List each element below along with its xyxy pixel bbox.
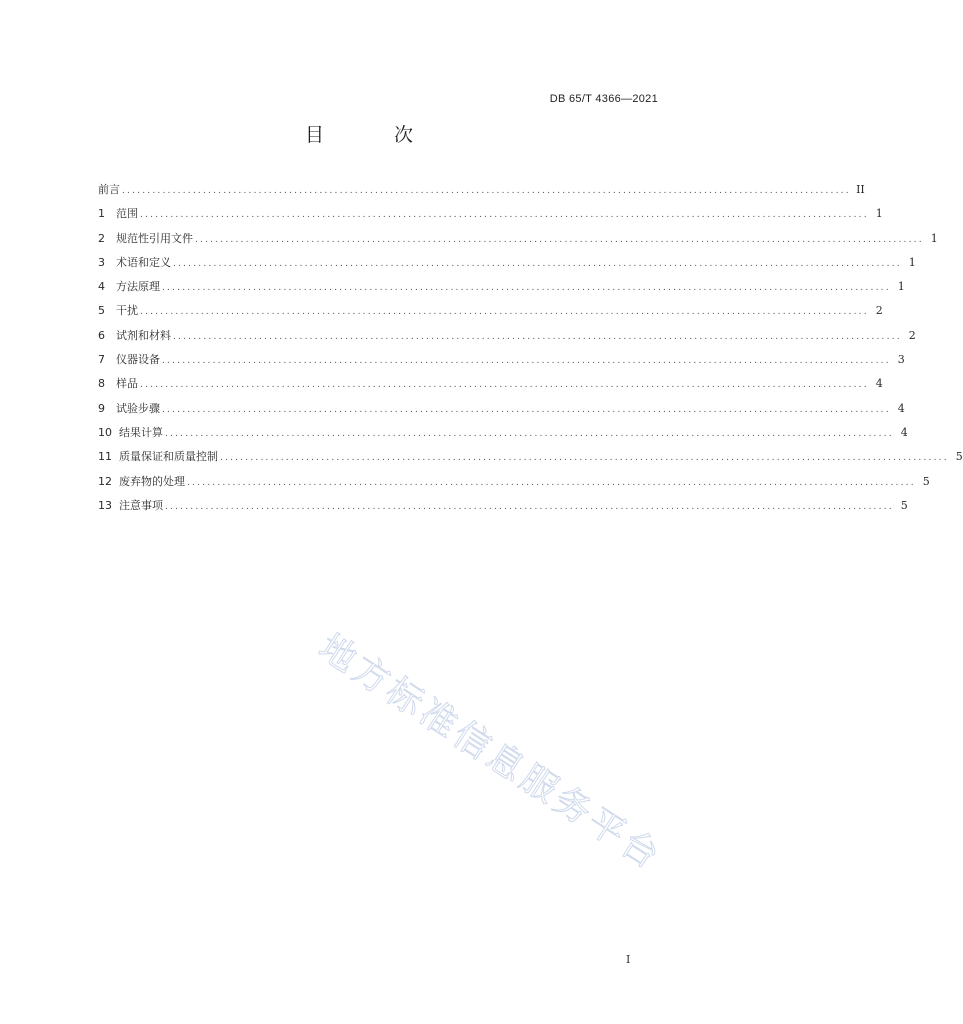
toc-item-page: 5 xyxy=(955,450,963,464)
toc-item-number: 3 xyxy=(98,255,105,269)
toc-leader-dots: ................................................................................................................................................ xyxy=(162,356,891,367)
page-title: 目 次 xyxy=(304,124,446,146)
toc-item-number: 7 xyxy=(98,353,105,367)
toc-item-number: 6 xyxy=(98,328,105,342)
toc-item-label: 范围 xyxy=(116,207,138,221)
toc-item-label: 术语和定义 xyxy=(116,255,171,269)
toc-item-12[interactable] xyxy=(98,470,930,494)
toc-item-number: 8 xyxy=(98,377,105,391)
toc-leader-dots: ................................................................................................................................................ xyxy=(162,404,891,415)
toc-item-number: 12 xyxy=(98,474,112,488)
toc-item-label: 前言 xyxy=(98,183,120,196)
toc-item-page: 5 xyxy=(922,474,930,488)
toc-leader-dots: ................................................................................................................................................ xyxy=(140,380,869,391)
toc-item-page: 1 xyxy=(930,231,938,245)
toc-item-number: 5 xyxy=(98,304,105,318)
toc-item-label: 试验步骤 xyxy=(116,401,160,415)
toc-item-foreword[interactable] xyxy=(98,178,865,202)
toc-item-1[interactable] xyxy=(98,202,883,226)
toc-item-label: 废弃物的处理 xyxy=(119,474,185,488)
toc-item-number: 4 xyxy=(98,280,105,294)
toc-item-label: 仪器设备 xyxy=(116,353,160,367)
toc-item-page: 4 xyxy=(897,401,905,415)
toc-leader-dots: ................................................................................................................................................ xyxy=(195,234,924,245)
toc-item-11[interactable] xyxy=(98,445,963,469)
page-number: I xyxy=(626,953,631,966)
toc-item-page: 2 xyxy=(875,304,883,318)
toc-item-3[interactable] xyxy=(98,251,916,275)
toc-item-number: 13 xyxy=(98,498,112,512)
toc-item-label: 质量保证和质量控制 xyxy=(119,450,218,464)
toc-item-8[interactable] xyxy=(98,372,883,396)
toc-item-number: 2 xyxy=(98,231,105,245)
table-of-contents xyxy=(98,178,963,518)
toc-item-number: 10 xyxy=(98,425,112,439)
toc-leader-dots: ................................................................................................................................................ xyxy=(162,283,891,294)
toc-item-number: 1 xyxy=(98,207,105,221)
toc-item-13[interactable] xyxy=(98,494,908,518)
toc-item-page: 2 xyxy=(908,328,916,342)
toc-item-label: 试剂和材料 xyxy=(116,328,171,342)
toc-item-page: 3 xyxy=(897,353,905,367)
toc-item-page: 5 xyxy=(900,498,908,512)
toc-item-10[interactable] xyxy=(98,421,908,445)
toc-leader-dots: ................................................................................................................................................ xyxy=(187,477,916,488)
toc-item-page: 4 xyxy=(900,425,908,439)
toc-item-page: II xyxy=(856,183,865,196)
toc-leader-dots: ................................................................................................................................................ xyxy=(165,501,894,512)
toc-item-5[interactable] xyxy=(98,299,883,323)
toc-item-label: 注意事项 xyxy=(119,498,163,512)
toc-leader-dots: ................................................................................................................................................ xyxy=(220,453,949,464)
toc-item-2[interactable] xyxy=(98,227,938,251)
toc-leader-dots: ................................................................................................................................................ xyxy=(140,307,869,318)
toc-item-page: 1 xyxy=(908,255,916,269)
toc-item-6[interactable] xyxy=(98,324,916,348)
toc-item-page: 1 xyxy=(897,280,905,294)
toc-item-7[interactable] xyxy=(98,348,905,372)
toc-item-label: 规范性引用文件 xyxy=(116,231,193,245)
toc-item-number: 11 xyxy=(98,450,112,464)
toc-item-label: 样品 xyxy=(116,377,138,391)
watermark: 地方标准信息服务平台 xyxy=(311,626,670,879)
toc-leader-dots: ................................................................................................................................................ xyxy=(122,186,851,196)
toc-item-label: 结果计算 xyxy=(119,425,163,439)
toc-item-label: 干扰 xyxy=(116,304,138,318)
toc-leader-dots: ................................................................................................................................................ xyxy=(173,258,902,269)
toc-item-page: 4 xyxy=(875,377,883,391)
toc-item-label: 方法原理 xyxy=(116,280,160,294)
document-code: DB 65/T 4366—2021 xyxy=(549,93,658,105)
toc-leader-dots: ................................................................................................................................................ xyxy=(173,331,902,342)
toc-item-number: 9 xyxy=(98,401,105,415)
toc-leader-dots: ................................................................................................................................................ xyxy=(140,210,869,221)
toc-item-9[interactable] xyxy=(98,397,905,421)
toc-item-4[interactable] xyxy=(98,275,905,299)
toc-leader-dots: ................................................................................................................................................ xyxy=(165,428,894,439)
toc-item-page: 1 xyxy=(875,207,883,221)
